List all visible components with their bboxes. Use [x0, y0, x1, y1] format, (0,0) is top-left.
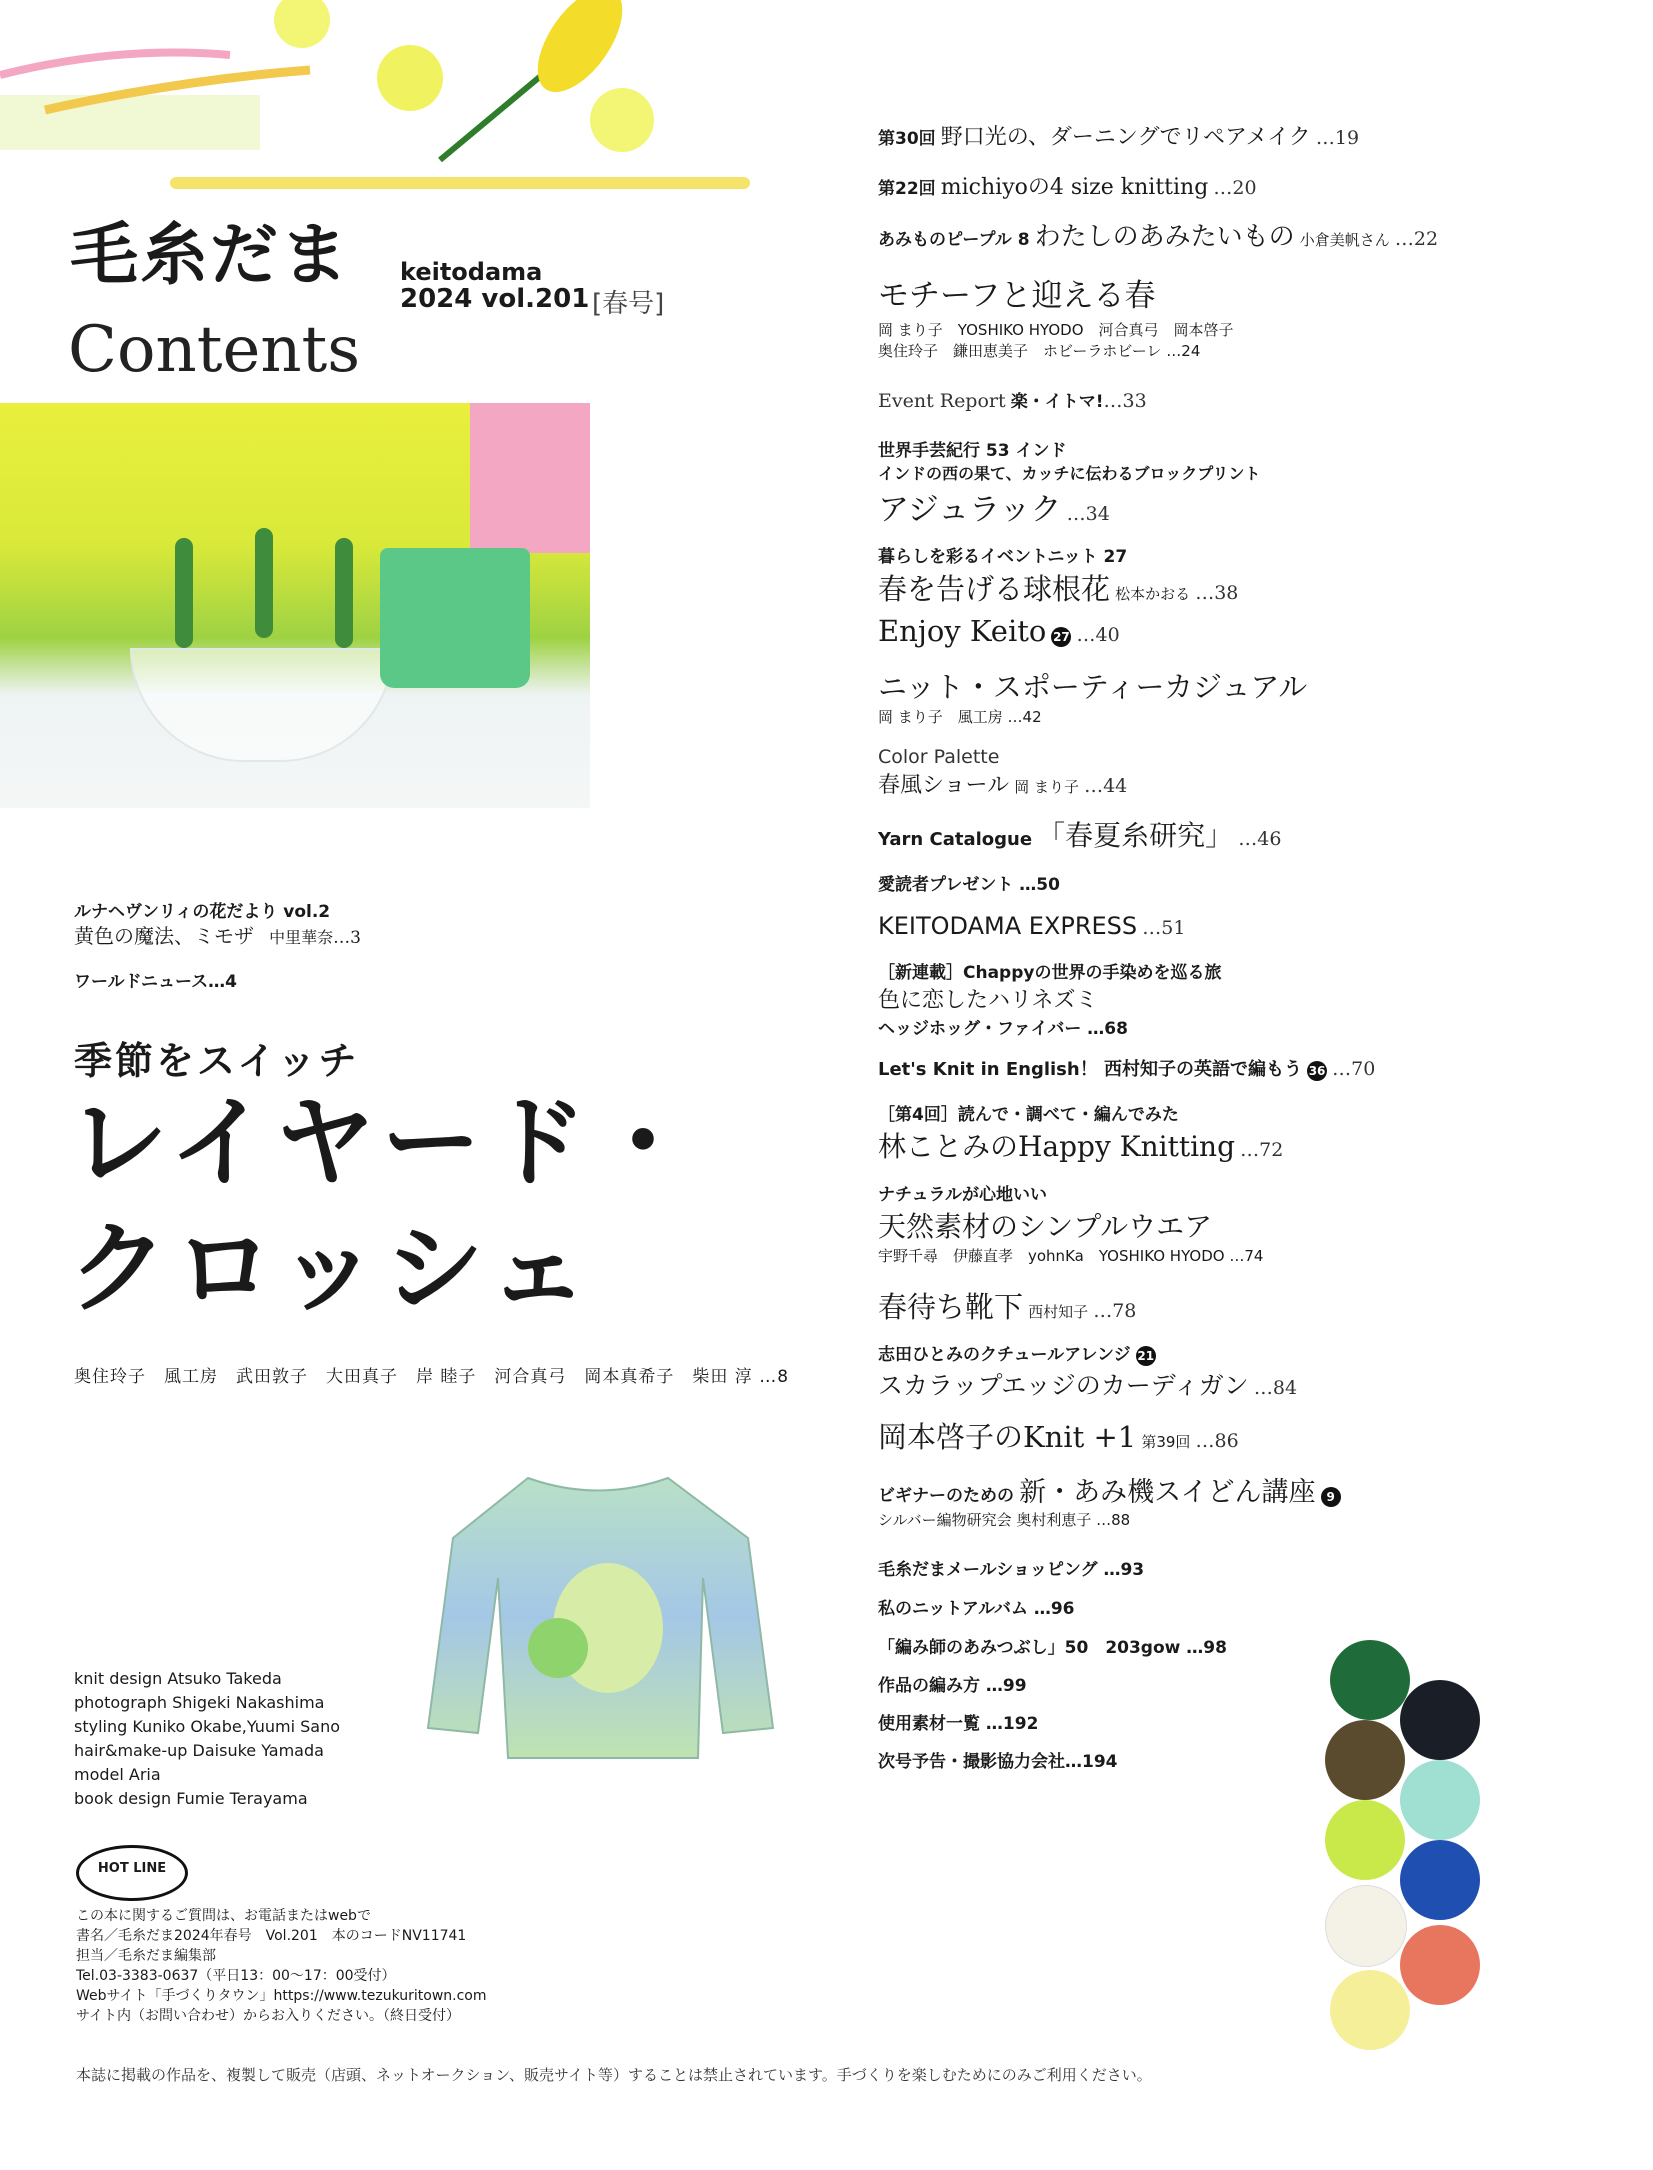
crochet-hook — [170, 177, 750, 189]
series-label: ルナヘヴンリィの花だより vol.2 — [74, 902, 331, 922]
toc-entry — [878, 665, 1307, 727]
info-line: 担当／毛糸だま編集部 — [76, 1948, 216, 1964]
staff-line: hair&make-up Daisuke Yamada — [74, 1741, 324, 1760]
page-number: …3 — [333, 928, 361, 948]
plant-stem — [255, 528, 273, 638]
yarn-cake — [1325, 1885, 1407, 1967]
toc-entry — [878, 1470, 1341, 1530]
hotline-badge: HOT LINE — [76, 1845, 188, 1901]
entry-subtitle: シルバー編物研究会 奥村利恵子 …88 — [878, 1511, 1131, 1529]
bulb-flowers-photo — [0, 403, 590, 808]
entry-title: 野口光の、ダーニングでリペアメイク — [940, 125, 1311, 150]
toc-entry — [878, 1340, 1297, 1402]
toc-entry: 愛読者プレゼント …50 — [878, 875, 1060, 895]
needle-pink — [0, 53, 230, 76]
staff-line: knit design Atsuko Takeda — [74, 1669, 282, 1688]
yarn-cake — [1325, 1720, 1405, 1800]
entry-title: 天然素材のシンプルウエア — [878, 1210, 1213, 1243]
feature-kicker: 季節をスイッチ — [74, 1039, 360, 1083]
feature-title-line2: クロッシェ — [68, 1209, 594, 1327]
toc-entry — [878, 436, 1261, 529]
feature-credits: 奥住玲子 風工房 武田敦子 大田真子 岸 睦子 河合真弓 岡本真希子 柴田 淳 …8 — [74, 1367, 790, 1387]
yarn-cake — [1400, 1925, 1480, 2005]
sweater-photo — [418, 1458, 778, 1778]
entry-meta: 暮らしを彩るイベントニット 27 — [878, 547, 1128, 567]
page-number: …86 — [1195, 1430, 1239, 1452]
issue-number-badge: 36 — [1307, 1061, 1327, 1081]
toc-entry — [878, 1055, 1375, 1081]
info-line: 書名／毛糸だま2024年春号 Vol.201 本のコードNV11741 — [76, 1928, 467, 1944]
entry-subtitle: 楽・イトマ! — [1010, 392, 1104, 412]
entry-meta: ナチュラルが心地いい — [878, 1185, 1047, 1205]
article-title: 黄色の魔法、ミモザ — [74, 924, 254, 948]
yarn-cake — [1400, 1680, 1480, 1760]
toc-entry — [878, 614, 1120, 648]
entry-title: アジュラック — [878, 492, 1062, 528]
entry-title: モチーフと迎える春 — [878, 278, 1156, 314]
page-number: …46 — [1238, 828, 1282, 850]
toc-entry: 「編み師のあみつぶし」50 203gow …98 — [878, 1638, 1227, 1658]
feature-title-line1: レイヤード・ — [68, 1083, 699, 1201]
contents-heading: Contents — [68, 313, 361, 387]
entry-title: 新・あみ機スイどん講座 — [1019, 1477, 1316, 1508]
page-number: …22 — [1394, 228, 1439, 250]
staff-line: photograph Shigeki Nakashima — [74, 1693, 325, 1712]
toc-entry: 毛糸だまメールショッピング …93 — [878, 1560, 1145, 1580]
toc-entry: 私のニットアルバム …96 — [878, 1599, 1075, 1619]
page-number: …70 — [1332, 1058, 1376, 1080]
entry-title: michiyoの4 size knitting — [940, 175, 1209, 200]
page-number: …38 — [1195, 582, 1239, 604]
toc-entry — [878, 1100, 1283, 1165]
author-name: 岡 まり子 — [1014, 778, 1079, 796]
entry-meta: あみものピープル 8 — [878, 230, 1030, 250]
contributor-names: 宇野千尋 伊藤直孝 yohnKa YOSHIKO HYODO …74 — [878, 1247, 1264, 1265]
toc-entry — [878, 542, 1238, 608]
yarn-stack-photo — [1320, 1630, 1490, 2070]
plant-stem — [175, 538, 193, 648]
page-number: …20 — [1213, 177, 1257, 199]
entry-title: Let's Knit in English！ 西村知子の英語で編もう — [878, 1059, 1302, 1080]
highlight-band — [0, 95, 260, 150]
contributor-names: 岡 まり子 風工房 …42 — [878, 708, 1042, 726]
yarn-cake — [1400, 1840, 1480, 1920]
page-number: …51 — [1142, 917, 1186, 939]
plant-stem — [335, 538, 353, 648]
staff-line: model Aria — [74, 1765, 161, 1784]
apple-motif — [528, 1618, 588, 1678]
article-luna — [74, 920, 361, 949]
volume-label: 2024 vol.201 — [400, 284, 590, 314]
entry-title: 春待ち靴下 — [878, 1290, 1024, 1324]
yarn-ball — [274, 0, 330, 48]
info-line: サイト内（お問い合わせ）からお入りください。（終日受付） — [76, 2008, 461, 2024]
toc-entry — [878, 1285, 1136, 1326]
author-name: 中里華奈 — [269, 928, 334, 947]
entry-meta: 第22回 — [878, 179, 936, 199]
entry-meta: 志田ひとみのクチュールアレンジ — [878, 1345, 1131, 1365]
entry-title: スカラップエッジのカーディガン — [878, 1370, 1249, 1400]
copyright-notice: 本誌に掲載の作品を、複製して販売（店頭、ネットオークション、販売サイト等）することは禁止されています。手づくりを楽しむためにのみご利用ください。 — [76, 2066, 1152, 2084]
entry-meta: 世界手芸紀行 53 インド — [878, 441, 1067, 461]
entry-title: Enjoy Keito — [878, 614, 1047, 648]
contact-info — [76, 1906, 487, 2026]
page-number: …19 — [1315, 127, 1360, 149]
page-number: …72 — [1240, 1139, 1284, 1161]
issue-number-badge: 27 — [1051, 627, 1071, 647]
entry-meta: Yarn Catalogue — [878, 829, 1033, 850]
toc-entry: 作品の編み方 …99 — [878, 1676, 1027, 1696]
issue-number-badge: 9 — [1321, 1487, 1341, 1507]
toc-entry — [878, 746, 1127, 799]
staff-line: book design Fumie Terayama — [74, 1789, 308, 1808]
entry-title: 春を告げる球根花 — [878, 572, 1111, 606]
yarn-cake — [1325, 1800, 1405, 1880]
yarn-cake — [1400, 1760, 1480, 1840]
toc-entry — [878, 170, 1257, 201]
page-number: …33 — [1103, 390, 1147, 412]
entry-meta: 第30回 — [878, 129, 936, 149]
author-name: 西村知子 — [1028, 1303, 1089, 1321]
yarn-ball — [590, 88, 654, 152]
entry-title: 林ことみのHappy Knitting — [878, 1130, 1236, 1163]
contributor-names: 奥住玲子 鎌田恵美子 ホビーラホビーレ …24 — [878, 342, 1201, 360]
info-line: Webサイト「手づくりタウン」https://www.tezukuritown.com — [76, 1988, 487, 2004]
entry-title: 「春夏糸研究」 — [1037, 819, 1234, 852]
yarn-ball — [377, 45, 443, 111]
entry-subtitle: インドの西の果て、カッチに伝わるブロックプリント — [878, 464, 1261, 483]
page-number: …34 — [1066, 503, 1110, 525]
brand-romaji: keitodama — [400, 258, 543, 286]
toc-entry — [878, 1415, 1239, 1456]
toc-entry — [878, 216, 1438, 253]
toc-entry — [878, 1180, 1263, 1266]
info-line: この本に関するご質問は、お電話またはwebで — [76, 1908, 371, 1924]
glass-bowl — [130, 648, 394, 762]
contributor-names: 岡 まり子 YOSHIKO HYODO 河合真弓 岡本啓子 — [878, 321, 1234, 339]
entry-subtitle: ヘッジホッグ・ファイバー …68 — [878, 1019, 1128, 1039]
staff-line: styling Kuniko Okabe,Yuumi Sano — [74, 1717, 341, 1736]
toc-entry — [878, 387, 1147, 412]
entry-subtitle: 第39回 — [1141, 1433, 1191, 1451]
knitting-tools-illustration — [0, 0, 780, 200]
entry-meta: Color Palette — [878, 746, 1000, 768]
toc-entry — [878, 120, 1359, 151]
toc-entry — [878, 814, 1281, 854]
entry-meta: ビギナーのための — [878, 1486, 1014, 1506]
entry-meta: ［新連載］Chappyの世界の手染めを巡る旅 — [878, 963, 1222, 983]
toc-entry — [878, 270, 1234, 361]
magazine-logo: 毛糸だま — [70, 216, 351, 295]
entry-title: 岡本啓子のKnit +1 — [878, 1420, 1137, 1454]
staff-credits — [74, 1667, 340, 1811]
yarn-cake — [1330, 1640, 1410, 1720]
pink-card — [470, 403, 590, 553]
entry-title: ニット・スポーティーカジュアル — [878, 670, 1308, 704]
entry-meta: ［第4回］読んで・調べて・編んでみた — [878, 1105, 1179, 1125]
entry-title: わたしのあみたいもの — [1034, 222, 1295, 252]
page-number: …84 — [1253, 1376, 1298, 1399]
toc-entry — [878, 912, 1185, 940]
entry-title: 春風ショール — [878, 773, 1010, 798]
author-name: 小倉美帆さん — [1299, 231, 1390, 249]
page-number: …40 — [1076, 624, 1120, 646]
watering-can — [380, 548, 530, 688]
entry-title: KEITODAMA EXPRESS — [878, 912, 1138, 940]
toc-entry: 次号予告・撮影協力会社…194 — [878, 1752, 1118, 1772]
page-number: …44 — [1084, 775, 1128, 797]
toc-entry: 使用素材一覧 …192 — [878, 1714, 1039, 1734]
page-number: …78 — [1093, 1300, 1137, 1322]
info-line: Tel.03-3383-0637（平日13：00～17：00受付） — [76, 1968, 396, 1984]
author-name: 松本かおる — [1115, 585, 1191, 603]
issue-number-badge: 21 — [1136, 1346, 1156, 1366]
issue-season: [春号] — [592, 289, 665, 319]
entry-title: Event Report — [878, 390, 1006, 412]
world-news: ワールドニュース…4 — [74, 972, 237, 992]
toc-entry — [878, 958, 1221, 1039]
yarn-cake — [1330, 1970, 1410, 2050]
entry-title: 色に恋したハリネズミ — [878, 988, 1098, 1013]
